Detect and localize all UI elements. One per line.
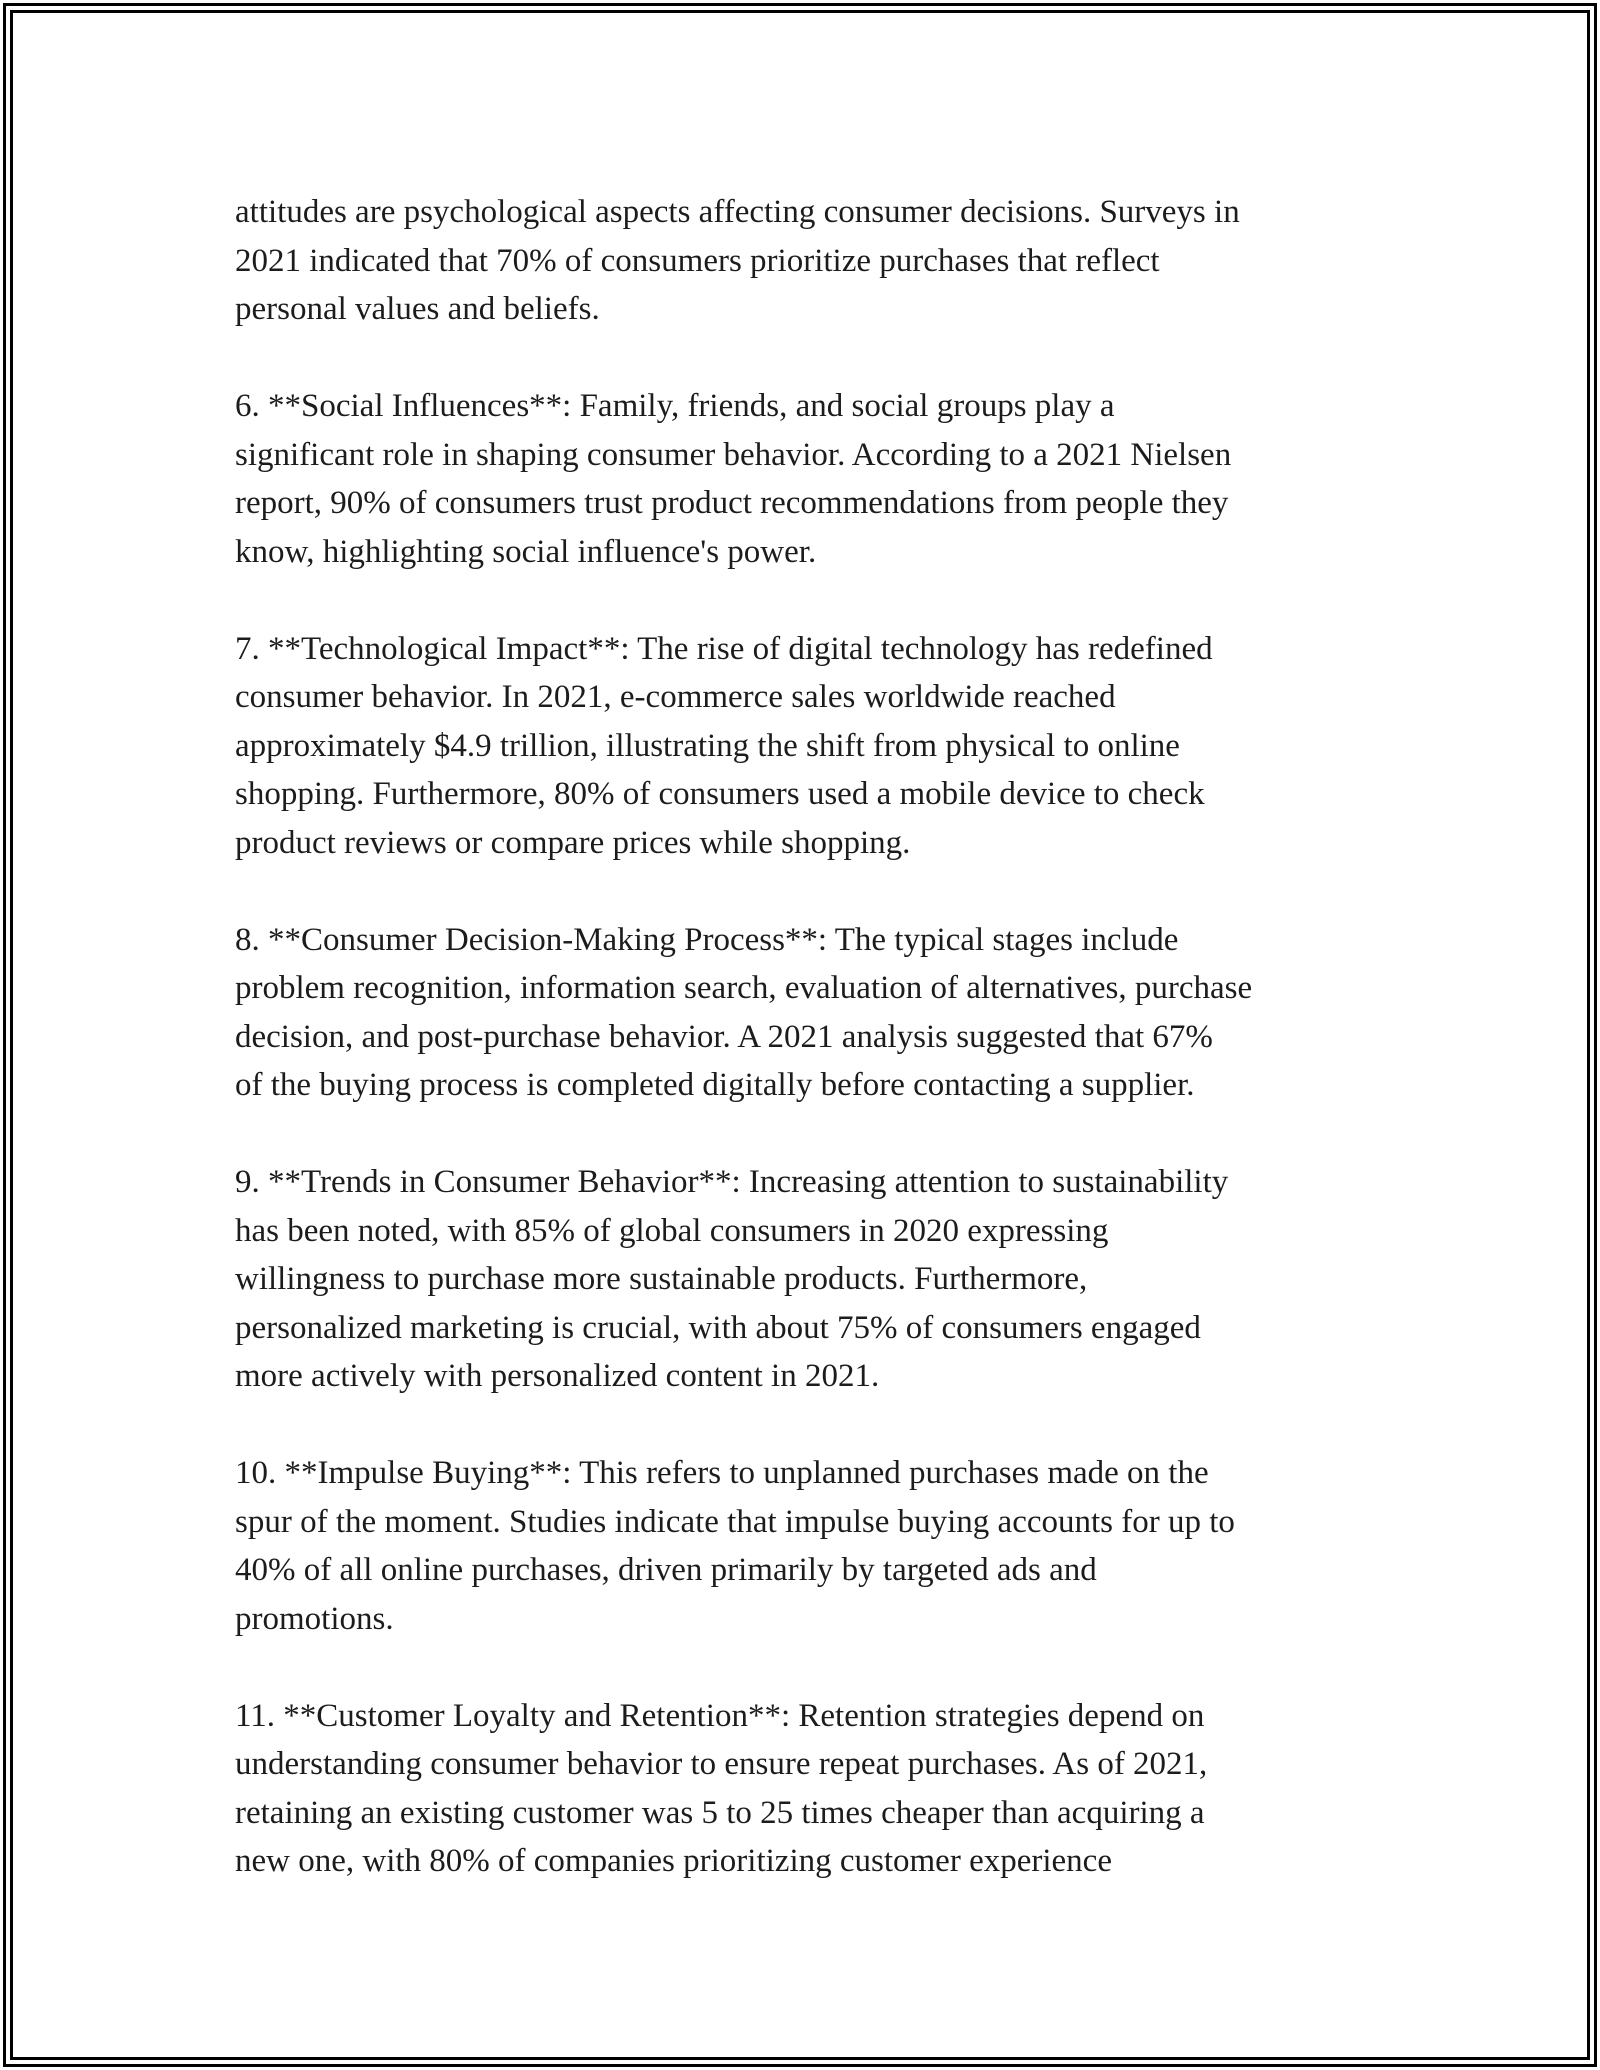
paragraph-technological-impact: 7. **Technological Impact**: The rise of digital technology has redefined consumer behavior. In 2021, e-commerce sales worldwide reached approximately $4.9 trillion, illustrating the shift from physical to online shopping. Furthermore, 80% of consumers used a mobile device to check product reviews or compare prices while shopping. bbox=[235, 630, 1213, 861]
document-body bbox=[235, 188, 1385, 1886]
paragraph-impulse-buying: 10. **Impulse Buying**: This refers to unplanned purchases made on the spur of the moment. Studies indicate that impulse buying accounts for up to 40% of all online purchases, driven primarily by targeted ads and promotions. bbox=[235, 1455, 1235, 1637]
paragraph-trends-in-consumer-behavior: 9. **Trends in Consumer Behavior**: Increasing attention to sustainability has been noted, with 85% of global consumers in 2020 expressing willingness to purchase more sustainable products. Furthermore, personalized marketing is crucial, with about 75% of consumers engaged more actively with personalized content in 2021. bbox=[235, 1164, 1229, 1394]
paragraph-customer-loyalty: 11. **Customer Loyalty and Retention**: Retention strategies depend on understanding consumer behavior to ensure repeat purchases. As of 2021, retaining an existing customer was 5 to 25 times cheaper than acquiring a new one, with 80% of companies prioritizing customer experience bbox=[235, 1697, 1208, 1879]
paragraph-attitudes-continued: attitudes are psychological aspects affecting consumer decisions. Surveys in 2021 indicated that 70% of consumers prioritize purchases that reflect personal values and beliefs. bbox=[235, 194, 1240, 327]
paragraph-decision-making-process: 8. **Consumer Decision-Making Process**: The typical stages include problem recognition, information search, evaluation of alternatives, purchase decision, and post-purchase behavior. A 2021 analysis suggested that 67% of the buying process is completed digitally before contacting a supplier. bbox=[235, 921, 1253, 1103]
paragraph-social-influences: 6. **Social Influences**: Family, friends, and social groups play a significant role in shaping consumer behavior. According to a 2021 Nielsen report, 90% of consumers trust product recommendations from people they know, highlighting social influence's power. bbox=[235, 388, 1232, 570]
